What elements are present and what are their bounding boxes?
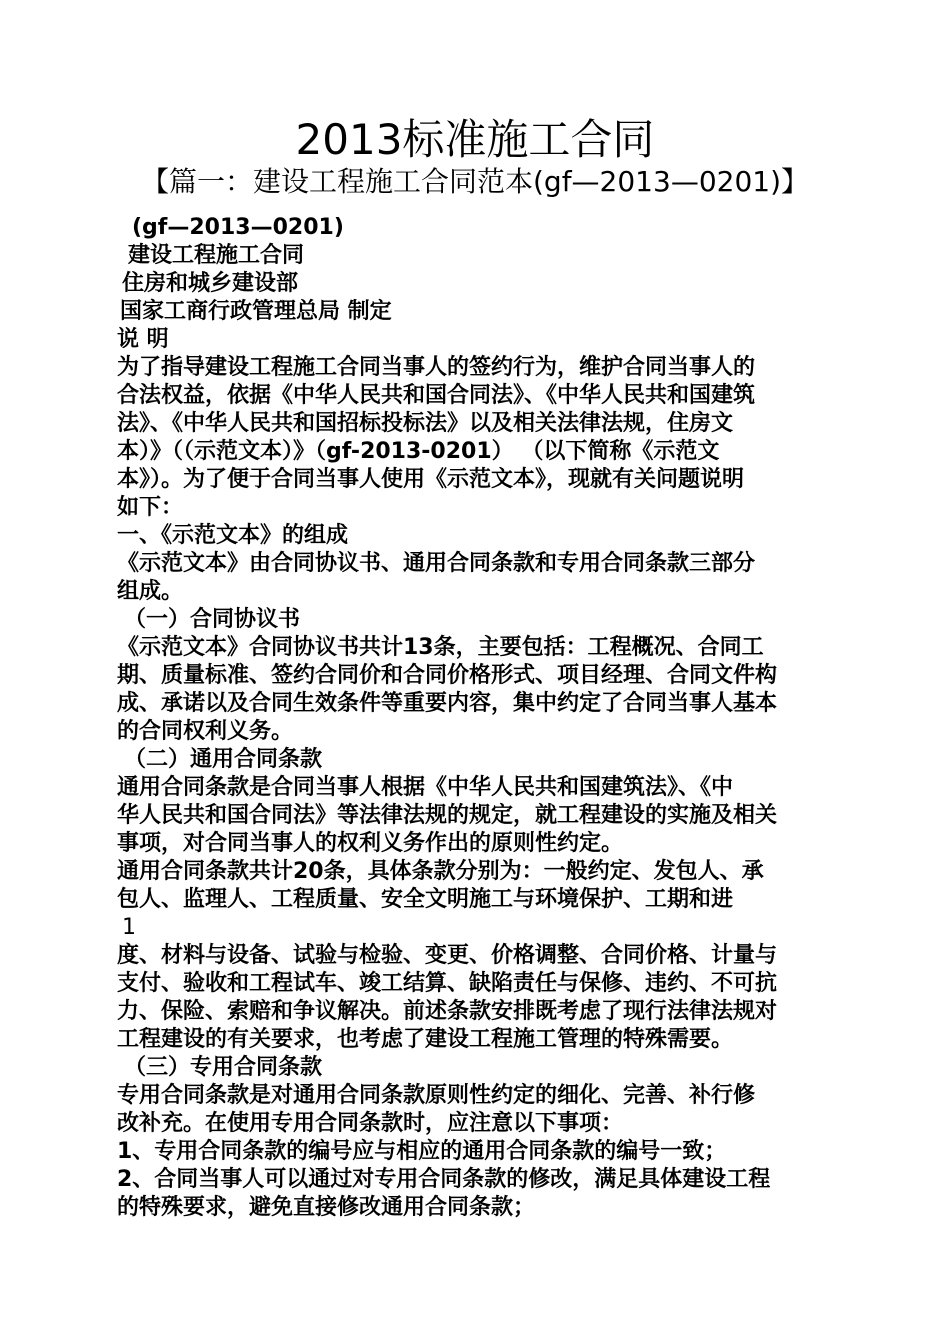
body-line: 通用合同条款是合同当事人根据《中华人民共和国建筑法》、《中: [117, 775, 734, 800]
body-line: 本》）。为了便于合同当事人使用《示范文本》，现就有关问题说明: [117, 467, 745, 492]
contract-name-line: 建设工程施工合同: [128, 243, 305, 268]
body-line: 的特殊要求，避免直接修改通用合同条款；: [117, 1195, 536, 1220]
subsection-heading: （二）通用合同条款: [124, 747, 323, 772]
subsection-heading: （三）专用合同条款: [124, 1055, 323, 1080]
body-line: 的合同权利义务。: [117, 719, 294, 744]
body-line: 通用合同条款共计20条，具体条款分别为：一般约定、发包人、承: [117, 859, 764, 884]
document-subtitle: 【篇一：建设工程施工合同范本(gf—2013—0201)】: [141, 165, 809, 198]
body-line: 专用合同条款是对通用合同条款原则性约定的细化、完善、补行修: [117, 1083, 756, 1108]
body-line: 为了指导建设工程施工合同当事人的签约行为，维护合同当事人的: [117, 355, 756, 380]
body-line: 如下：: [117, 495, 184, 520]
body-line: 法》、《中华人民共和国招标投标法》以及相关法律法规，住房文: [117, 411, 734, 436]
body-line: 度、材料与设备、试验与检验、变更、价格调整、合同价格、计量与: [117, 943, 778, 968]
body-line: 期、质量标准、签约合同价和合同价格形式、项目经理、合同文件构: [117, 663, 778, 688]
body-line: 支付、验收和工程试车、竣工结算、缺陷责任与保修、违约、不可抗: [117, 971, 778, 996]
section-heading: 说 明: [117, 327, 169, 352]
body-line: 事项，对合同当事人的权利义务作出的原则性约定。: [117, 831, 624, 856]
body-line: 成、承诺以及合同生效条件等重要内容，集中约定了合同当事人基本: [117, 691, 778, 716]
list-item: 2、合同当事人可以通过对专用合同条款的修改，满足具体建设工程: [117, 1167, 771, 1192]
body-line: 改补充。在使用专用合同条款时，应注意以下事项：: [117, 1111, 624, 1136]
body-line: 《示范文本》合同协议书共计13条，主要包括：工程概况、合同工: [117, 635, 764, 660]
issuer-line: 住房和城乡建设部: [122, 271, 299, 296]
document-title: 2013标准施工合同: [295, 115, 655, 164]
section-heading: 一、《示范文本》的组成: [117, 523, 349, 548]
body-line: 本）》（（示范文本）》（gf-2013-0201） （以下简称《示范文: [117, 439, 720, 464]
page-number: 1: [122, 915, 136, 940]
code-line: (gf—2013—0201): [132, 215, 344, 240]
body-line: 组成。: [117, 579, 184, 604]
body-line: 合法权益，依据《中华人民共和国合同法》、《中华人民共和国建筑: [117, 383, 756, 408]
list-item: 1、专用合同条款的编号应与相应的通用合同条款的编号一致；: [117, 1139, 727, 1164]
body-line: 工程建设的有关要求，也考虑了建设工程施工管理的特殊需要。: [117, 1027, 734, 1052]
subsection-heading: （一）合同协议书: [124, 607, 301, 632]
body-line: 包人、监理人、工程质量、安全文明施工与环境保护、工期和进: [117, 887, 734, 912]
body-line: 力、保险、索赔和争议解决。前述条款安排既考虑了现行法律法规对: [117, 999, 778, 1024]
body-line: 《示范文本》由合同协议书、通用合同条款和专用合同条款三部分: [117, 551, 756, 576]
body-line: 华人民共和国合同法》等法律法规的规定，就工程建设的实施及相关: [117, 803, 778, 828]
issuer-line: 国家工商行政管理总局 制定: [120, 299, 392, 324]
